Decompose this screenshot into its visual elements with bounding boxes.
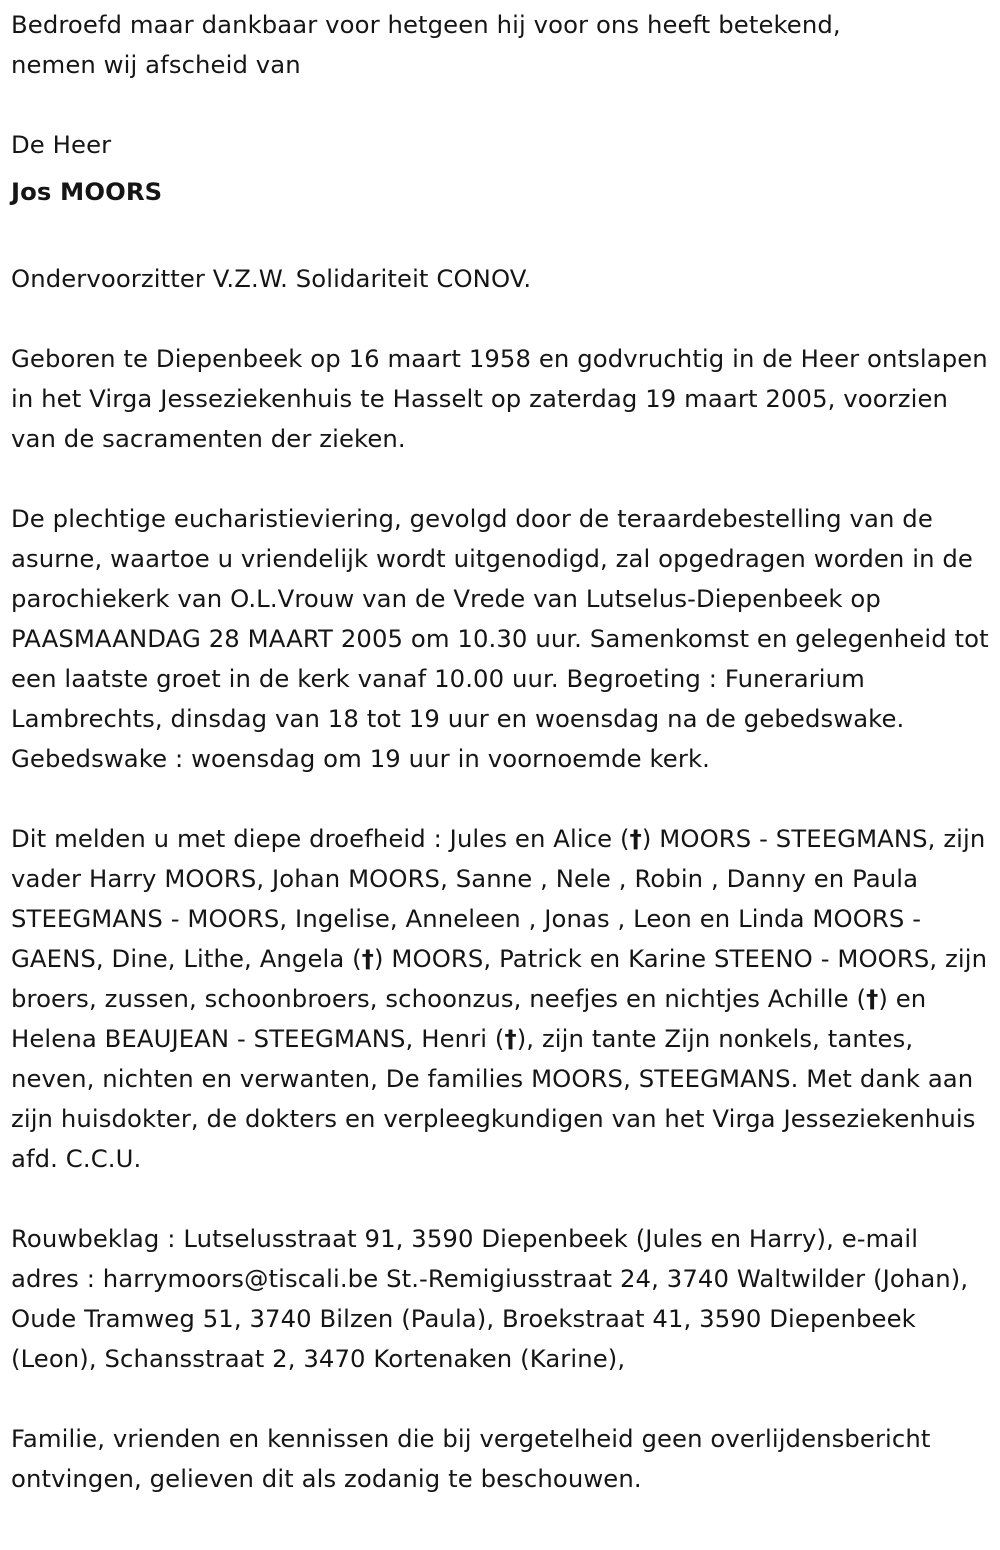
family-text-1: Dit melden u met diepe droefheid : Jules en Alice ( <box>11 824 630 853</box>
spacer <box>11 1379 989 1419</box>
family-text-4: ) en Helena BEAUJEAN - STEEGMANS, Henri ( <box>11 984 927 1053</box>
salutation: De Heer <box>11 130 112 159</box>
spacer <box>11 1179 989 1219</box>
ceremony-paragraph: De plechtige eucharistieviering, gevolgd door de teraardebestelling van de asurne, waartoe u vriendelijk wordt uitgenodigd, zal opgedragen worden in de parochiekerk van O.L.Vrouw van de Vrede van Lutselus-Diepenbeek op PAASMAANDAG 28 MAART 2005 om 10.30 uur. Samenkomst en gelegenheid tot een laatste groet in de kerk vanaf 10.00 uur. Begroeting : Funerarium Lambrechts, dinsdag van 18 tot 19 uur en woensdag na de gebedswake. Gebedswake : woensdag om 19 uur in voornoemde kerk. <box>11 504 989 773</box>
intro-line-1: Bedroefd maar dankbaar voor hetgeen hij voor ons heeft betekend, <box>11 10 841 39</box>
family-paragraph <box>11 819 989 1179</box>
spacer <box>11 779 989 819</box>
spacer <box>11 85 989 125</box>
intro-text <box>11 5 989 85</box>
cross-icon: † <box>361 944 374 973</box>
family-text-3: ) MOORS, Patrick en Karine STEENO - MOORS, zijn broers, zussen, schoonbroers, schoonzus, neefjes en nichtjes Achille ( <box>11 944 988 1013</box>
cross-icon: † <box>629 824 642 853</box>
closing-paragraph: Familie, vrienden en kennissen die bij vergetelheid geen overlijdensbericht ontvingen, gelieven dit als zodanig te beschouwen. <box>11 1424 931 1493</box>
intro-line-2: nemen wij afscheid van <box>11 50 301 79</box>
condolence-address-paragraph: Rouwbeklag : Lutselusstraat 91, 3590 Diepenbeek (Jules en Harry), e-mail adres : harrymoors@tiscali.be St.-Remigiusstraat 24, 3740 Waltwilder (Johan), Oude Tramweg 51, 3740 Bilzen (Paula), Broekstraat 41, 3590 Diepenbeek (Leon), Schansstraat 2, 3470 Kortenaken (Karine), <box>11 1224 969 1373</box>
function-title: Ondervoorzitter V.Z.W. Solidariteit CONOV. <box>11 264 532 293</box>
cross-icon: † <box>504 1024 517 1053</box>
spacer <box>11 459 989 499</box>
birth-death-paragraph: Geboren te Diepenbeek op 16 maart 1958 en godvruchtig in de Heer ontslapen in het Virga Jesseziekenhuis te Hasselt op zaterdag 19 maart 2005, voorzien van de sacramenten der zieken. <box>11 344 988 453</box>
spacer <box>11 219 989 259</box>
cross-icon: † <box>866 984 879 1013</box>
death-notice <box>11 5 989 1499</box>
spacer <box>11 299 989 339</box>
family-text-2: ) MOORS - STEEGMANS, zijn vader Harry MOORS, Johan MOORS, Sanne , Nele , Robin , Danny en Paula STEEGMANS - MOORS, Ingelise, Anneleen , Jonas , Leon en Linda MOORS - GAENS, Dine, Lithe, Angela ( <box>11 824 986 973</box>
family-text-5: ), zijn tante Zijn nonkels, tantes, neven, nichten en verwanten, De families MOORS, STEEGMANS. Met dank aan zijn huisdokter, de dokters en verpleegkundigen van het Virga Jesseziekenhuis afd. C.C.U. <box>11 1024 976 1173</box>
deceased-name: Jos MOORS <box>11 177 163 206</box>
